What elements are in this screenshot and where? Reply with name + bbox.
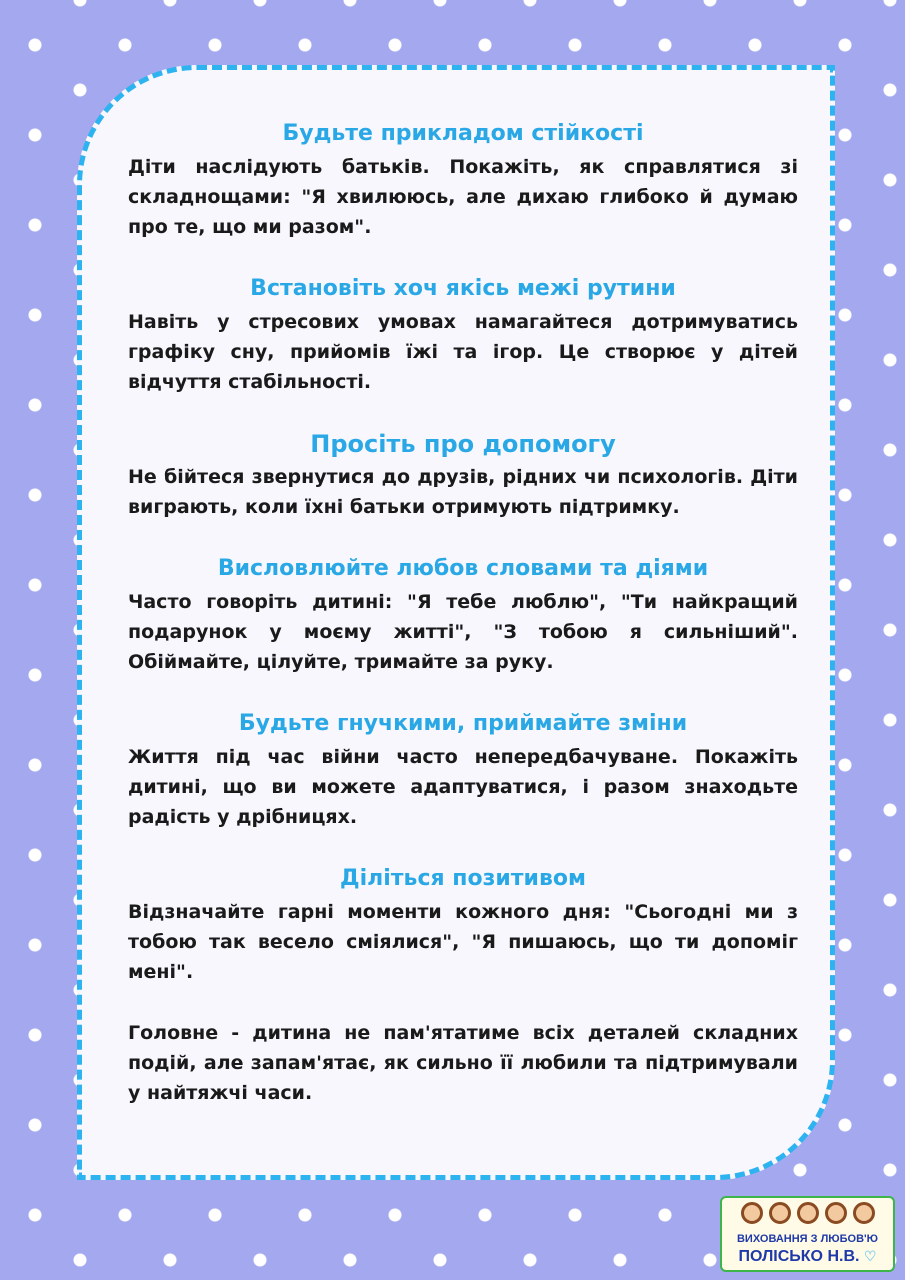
kids-illustration xyxy=(722,1198,893,1232)
section-heading: Будьте прикладом стійкості xyxy=(282,121,644,146)
content xyxy=(128,118,798,1108)
section-flexible xyxy=(128,708,798,832)
section-text: Діти наслідують батьків. Покажіть, як справлятися зі складнощами: "Я хвилююсь, але дихаю глибоко й думаю про те, що ми разом". xyxy=(128,156,798,238)
section-text: Навіть у стресових умовах намагайтеся дотримуватись графіку сну, прийомів їжі та ігор. Це створює у дітей відчуття стабільності. xyxy=(128,311,798,393)
heart-icon: ♡ xyxy=(863,1248,877,1264)
section-text: Не бійтеся звернутися до друзів, рідних чи психологів. Діти виграють, коли їхні батьки отримують підтримку. xyxy=(128,466,798,518)
kid-face-icon xyxy=(825,1202,847,1224)
section-text: Відзначайте гарні моменти кожного дня: "Сьогодні ми з тобою так весело сміялися", "Я пишаюсь, що ти допоміг мені". xyxy=(128,901,798,983)
kid-face-icon xyxy=(797,1202,819,1224)
section-text: Часто говоріть дитині: "Я тебе люблю", "Ти найкращий подарунок у моєму житті", "З тобою я сильніший". Обіймайте, цілуйте, тримайте за руку. xyxy=(128,591,798,673)
section-positive xyxy=(128,863,798,987)
logo-line-1: ВИХОВАННЯ З ЛЮБОВ'Ю xyxy=(736,1233,879,1245)
section-heading: Будьте гнучкими, приймайте зміни xyxy=(238,711,688,736)
logo-line-2: ПОЛІСЬКО Н.В. xyxy=(738,1248,860,1265)
kid-face-icon xyxy=(853,1202,875,1224)
section-heading: Встановіть хоч якісь межі рутини xyxy=(250,276,676,301)
section-love xyxy=(128,553,798,677)
section-help xyxy=(128,428,798,522)
author-logo xyxy=(720,1196,895,1272)
section-routine xyxy=(128,273,798,397)
kid-face-icon xyxy=(741,1202,763,1224)
kid-face-icon xyxy=(769,1202,791,1224)
section-heading: Просіть про допомогу xyxy=(310,430,616,458)
final-text: Головне - дитина не пам'ятатиме всіх деталей складних подій, але запам'ятає, як сильно її любили та підтримували у найтяжчі часи. xyxy=(128,1022,798,1104)
section-text: Життя під час війни часто непередбачуване. Покажіть дитині, що ви можете адаптуватися, і разом знаходьте радість у дрібницях. xyxy=(128,746,798,828)
section-heading: Діліться позитивом xyxy=(340,866,586,891)
section-heading: Висловлюйте любов словами та діями xyxy=(217,556,709,581)
section-resilience xyxy=(128,118,798,242)
